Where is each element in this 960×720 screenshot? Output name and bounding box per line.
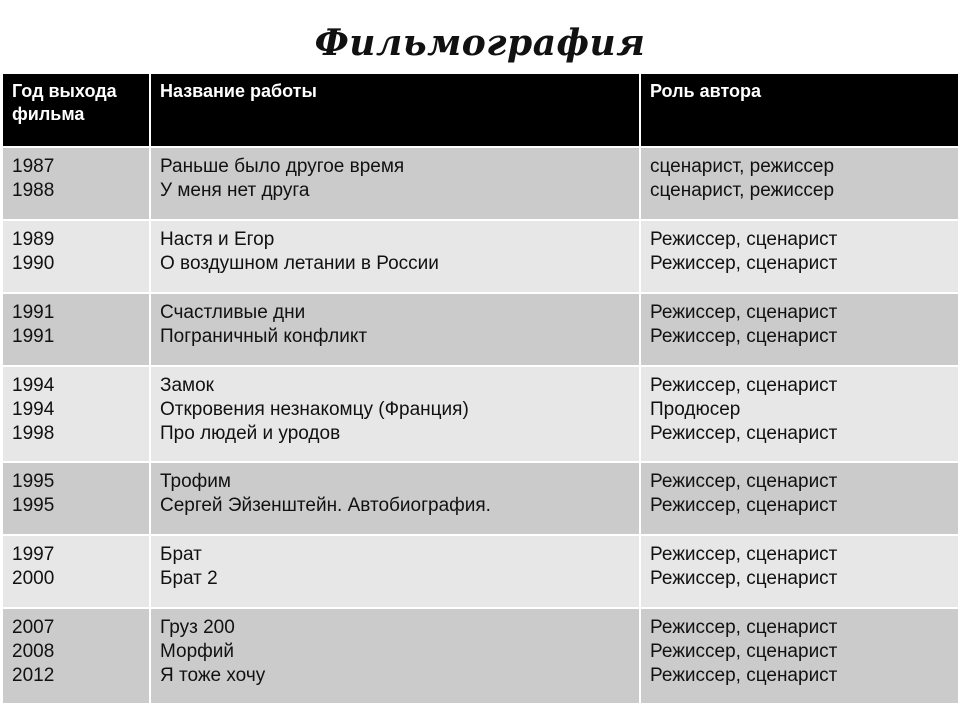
role-line: Режиссер, сценарист <box>650 544 838 565</box>
role-cell <box>640 147 959 220</box>
table-row <box>2 366 959 462</box>
header-row <box>2 73 959 147</box>
year-line: 1995 <box>12 495 55 516</box>
title-line: Настя и Егор <box>160 229 275 250</box>
year-line: 1997 <box>12 544 55 565</box>
title-line: Морфий <box>160 641 235 662</box>
title-line: Груз 200 <box>160 617 235 638</box>
role-line: Режиссер, сценарист <box>650 665 838 686</box>
role-line: Режиссер, сценарист <box>650 471 838 492</box>
year-cell <box>2 366 150 462</box>
title-line: Брат 2 <box>160 568 218 589</box>
table-row <box>2 220 959 293</box>
title-cell <box>150 608 640 704</box>
year-cell <box>2 462 150 535</box>
year-cell <box>2 535 150 608</box>
year-line: 1989 <box>12 229 55 250</box>
year-cell <box>2 147 150 220</box>
title-line: О воздушном летании в России <box>160 253 439 274</box>
year-cell <box>2 293 150 366</box>
header-year: Год выхода фильма <box>2 73 150 147</box>
table-body <box>2 147 959 704</box>
year-line: 1991 <box>12 302 55 323</box>
header-role: Роль автора <box>640 73 959 147</box>
header-title: Название работы <box>150 73 640 147</box>
table-row <box>2 293 959 366</box>
title-cell <box>150 293 640 366</box>
role-line: сценарист, режиссер <box>650 180 835 201</box>
title-line: Брат <box>160 544 202 565</box>
title-cell <box>150 366 640 462</box>
table-row <box>2 147 959 220</box>
table-header <box>2 73 959 147</box>
year-line: 2000 <box>12 568 55 589</box>
year-line: 1994 <box>12 399 55 420</box>
year-line: 1988 <box>12 180 55 201</box>
role-line: Режиссер, сценарист <box>650 641 838 662</box>
role-cell <box>640 366 959 462</box>
year-line: 1990 <box>12 253 55 274</box>
year-line: 1994 <box>12 375 55 396</box>
year-line: 2012 <box>12 665 55 686</box>
year-line: 1987 <box>12 156 55 177</box>
year-line: 1998 <box>12 423 55 444</box>
role-line: сценарист, режиссер <box>650 156 835 177</box>
title-line: Про людей и уродов <box>160 423 341 444</box>
title-cell <box>150 462 640 535</box>
title-line: Откровения незнакомцу (Франция) <box>160 399 469 420</box>
role-cell <box>640 293 959 366</box>
title-line: Я тоже хочу <box>160 665 266 686</box>
page-title: Фильмография <box>314 22 646 64</box>
role-line: Режиссер, сценарист <box>650 326 838 347</box>
title-line: Пограничный конфликт <box>160 326 368 347</box>
role-cell <box>640 608 959 704</box>
role-line: Режиссер, сценарист <box>650 495 838 516</box>
year-line: 2007 <box>12 617 55 638</box>
role-cell <box>640 535 959 608</box>
title-line: Раньше было другое время <box>160 156 405 177</box>
filmography-table <box>1 72 960 705</box>
role-line: Продюсер <box>650 399 741 420</box>
title-line: Счастливые дни <box>160 302 306 323</box>
role-cell <box>640 462 959 535</box>
role-cell <box>640 220 959 293</box>
role-line: Режиссер, сценарист <box>650 568 838 589</box>
title-line: Сергей Эйзенштейн. Автобиография. <box>160 495 491 516</box>
year-cell <box>2 608 150 704</box>
title-cell <box>150 535 640 608</box>
table-row <box>2 462 959 535</box>
title-cell <box>150 220 640 293</box>
year-cell <box>2 220 150 293</box>
title-cell <box>150 147 640 220</box>
year-line: 1995 <box>12 471 55 492</box>
role-line: Режиссер, сценарист <box>650 375 838 396</box>
title-line: Трофим <box>160 471 231 492</box>
year-line: 2008 <box>12 641 55 662</box>
table-row <box>2 608 959 704</box>
table-row <box>2 535 959 608</box>
role-line: Режиссер, сценарист <box>650 302 838 323</box>
role-line: Режиссер, сценарист <box>650 229 838 250</box>
role-line: Режиссер, сценарист <box>650 617 838 638</box>
title-line: У меня нет друга <box>160 180 310 201</box>
role-line: Режиссер, сценарист <box>650 253 838 274</box>
year-line: 1991 <box>12 326 55 347</box>
title-line: Замок <box>160 375 214 396</box>
role-line: Режиссер, сценарист <box>650 423 838 444</box>
